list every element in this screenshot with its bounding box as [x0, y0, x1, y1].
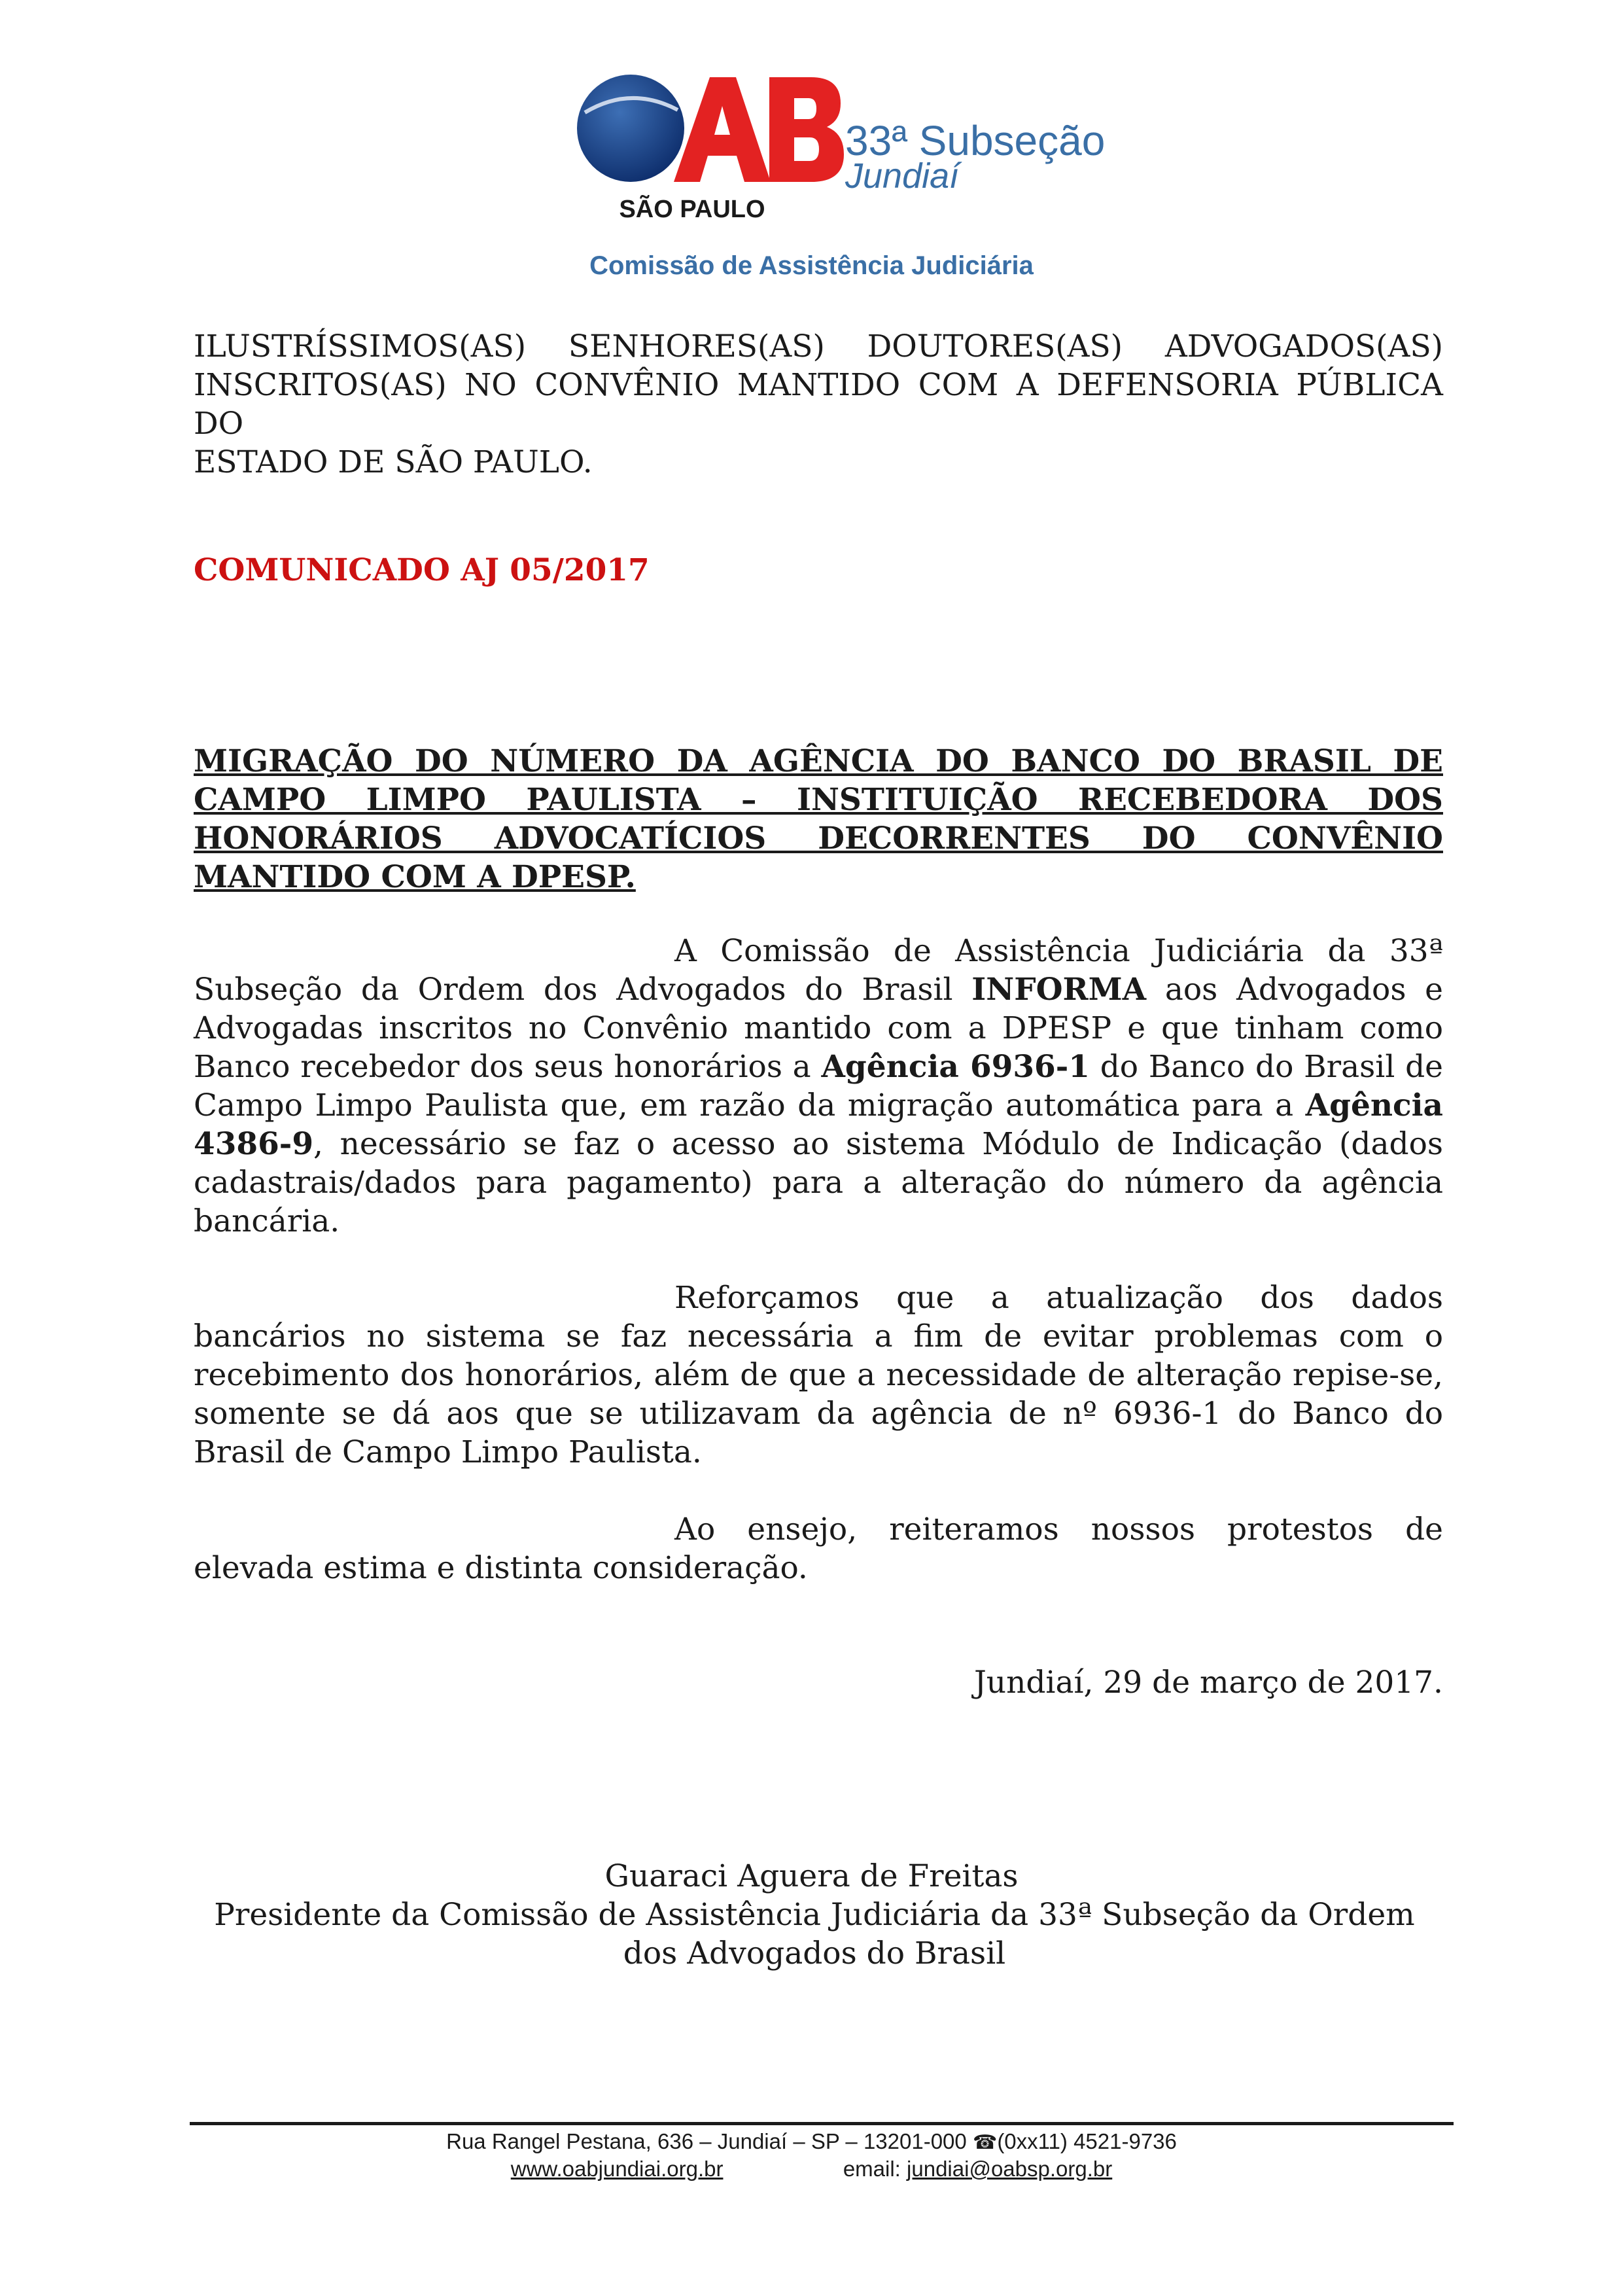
body1-text-4: , necessário se faz o acesso ao sistema Módulo de Indicação (dados cadastrais/dados para pagamento) para a alteração do número da agência bancária. — [194, 1126, 1443, 1239]
addressee-last: ESTADO DE SÃO PAULO. — [194, 444, 593, 480]
logo-letter-b — [769, 77, 844, 182]
footer-phone: (0xx11) 4521-9736 — [997, 2129, 1177, 2153]
globe-icon — [577, 75, 684, 182]
email-label: email: — [843, 2157, 907, 2181]
body1-text-2: aos Advogados e Advogadas inscritos no Convênio mantido com a DPESP e que tinham como Banco recebedor dos seus honorários a — [194, 972, 1443, 1085]
addressee — [194, 327, 1443, 482]
footer-divider — [190, 2122, 1454, 2125]
footer-address-line — [0, 2129, 1623, 2154]
website-link[interactable]: www.oabjundiai.org.br — [510, 2157, 724, 2181]
body1-bold-1: INFORMA — [971, 972, 1147, 1008]
signatory-role: Presidente da Comissão de Assistência Judiciária da 33ª Subseção da Ordem dos Advogados do Brasil — [214, 1897, 1415, 1971]
body1-text-1: A Comissão de Assistência Judiciária da 33ª Subseção da Ordem dos Advogados do Brasil — [194, 933, 1443, 1008]
logo-city: SÃO PAULO — [619, 196, 765, 223]
subsection-line1: 33ª Subseção — [845, 117, 1106, 164]
subject-heading: MIGRAÇÃO DO NÚMERO DA AGÊNCIA DO BANCO DO BRASIL DE CAMPO LIMPO PAULISTA – INSTITUIÇÃO RECEBEDORA DOS HONORÁRIOS ADVOCATÍCIOS DECORRENTES DO CONVÊNIO MANTIDO COM A DPESP. — [194, 743, 1443, 895]
oab-logo — [576, 72, 844, 229]
phone-icon: ☎ — [972, 2132, 998, 2153]
body1-text-3: do Banco do Brasil de Campo Limpo Paulista que, em razão da migração automática para a — [194, 1049, 1443, 1123]
logo-letter-a — [674, 77, 771, 182]
commission-title: Comissão de Assistência Judiciária — [589, 251, 1034, 280]
body-paragraph-3: Ao ensejo, reiteramos nossos protestos de elevada estima e distinta consideração. — [194, 1511, 1443, 1586]
addressee-text: ILUSTRÍSSIMOS(AS) SENHORES(AS) DOUTORES(AS) ADVOGADOS(AS) INSCRITOS(AS) NO CONVÊNIO MANTIDO COM A DEFENSORIA PÚBLICA DO — [194, 328, 1443, 442]
email-link[interactable]: jundiai@oabsp.org.br — [907, 2157, 1113, 2181]
letterhead — [0, 0, 1623, 294]
notice-title: COMUNICADO AJ 05/2017 — [194, 552, 650, 588]
signatory-name: Guaraci Aguera de Freitas — [604, 1858, 1019, 1894]
body1-bold-2: Agência 6936-1 — [821, 1049, 1090, 1085]
footer-address: Rua Rangel Pestana, 636 – Jundiaí – SP – 13201-000 — [446, 2129, 973, 2153]
body-paragraph-1 — [194, 932, 1443, 1241]
footer-contact-line — [0, 2157, 1623, 2181]
body1-bold-3: Agência 4386-9 — [194, 1087, 1443, 1162]
subsection-line2: Jundiaí — [845, 156, 960, 196]
footer-spacer — [723, 2157, 843, 2181]
date-line: Jundiaí, 29 de março de 2017. — [973, 1665, 1443, 1701]
body-paragraph-2: Reforçamos que a atualização dos dados bancários no sistema se faz necessária a fim de evitar problemas com o recebimento dos honorários, além de que a necessidade de alteração repise-se, somente se dá aos que se utilizavam da agência de nº 6936-1 do Banco do Brasil de Campo Limpo Paulista. — [194, 1280, 1443, 1470]
